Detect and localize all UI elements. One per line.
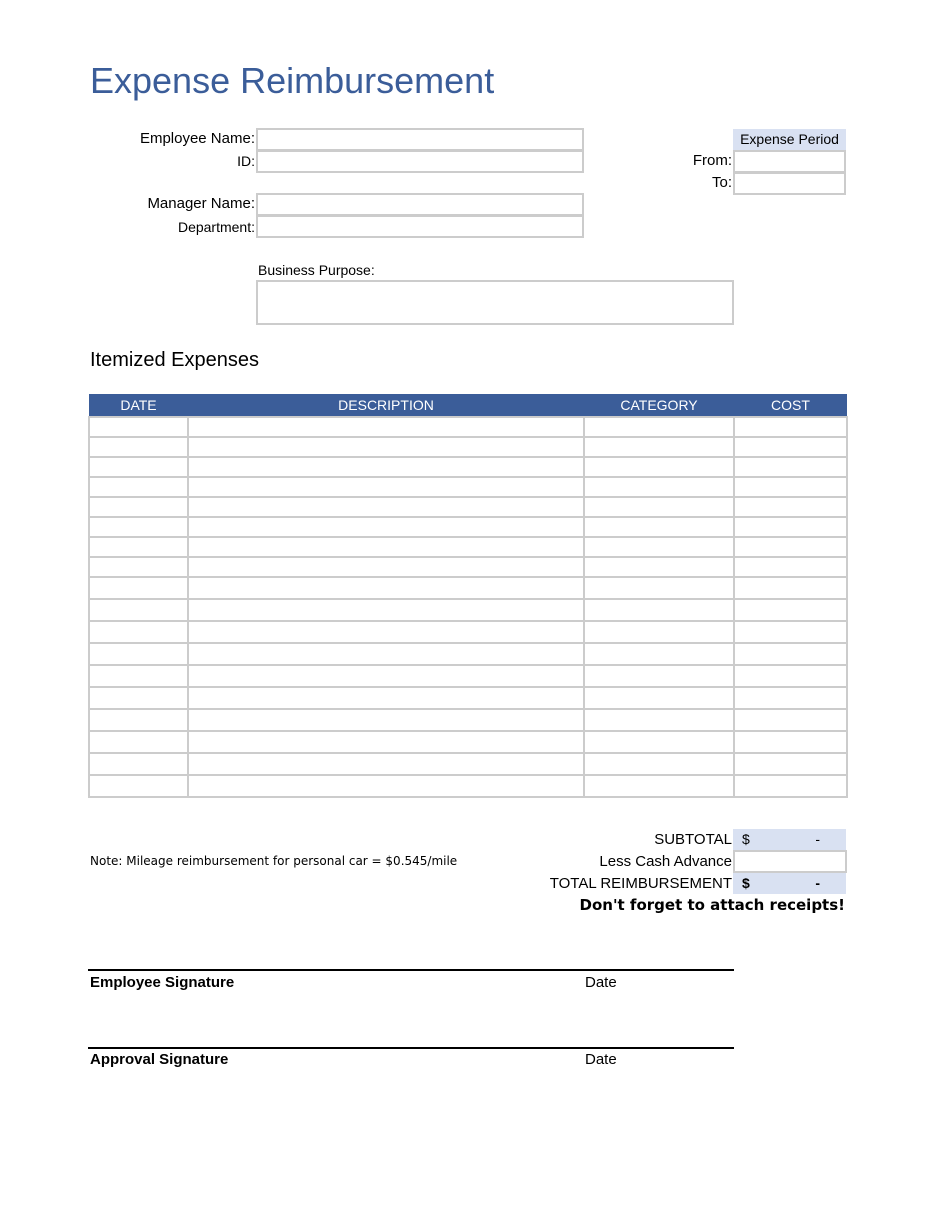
cost-cell[interactable] — [734, 417, 847, 437]
cost-cell[interactable] — [734, 687, 847, 709]
employee-name-label: Employee Name: — [139, 130, 255, 147]
description-cell[interactable] — [188, 517, 584, 537]
employee-name-field[interactable] — [256, 128, 584, 151]
date-cell[interactable] — [89, 417, 188, 437]
subtotal-currency: $ — [742, 831, 750, 847]
date-cell[interactable] — [89, 557, 188, 577]
description-cell[interactable] — [188, 477, 584, 497]
id-field[interactable] — [256, 150, 584, 173]
cost-cell[interactable] — [734, 599, 847, 621]
column-header-category: CATEGORY — [584, 394, 734, 417]
cash-advance-label: Less Cash Advance — [599, 853, 732, 870]
business-purpose-field[interactable] — [256, 280, 734, 325]
cost-cell[interactable] — [734, 665, 847, 687]
table-row — [89, 709, 847, 731]
cost-cell[interactable] — [734, 577, 847, 599]
approval-date-label: Date — [585, 1051, 617, 1068]
department-label: Department: — [177, 219, 255, 235]
column-header-description: DESCRIPTION — [188, 394, 584, 417]
date-cell[interactable] — [89, 477, 188, 497]
cost-cell[interactable] — [734, 457, 847, 477]
table-row — [89, 517, 847, 537]
category-cell[interactable] — [584, 665, 734, 687]
description-cell[interactable] — [188, 753, 584, 775]
date-cell[interactable] — [89, 497, 188, 517]
category-cell[interactable] — [584, 557, 734, 577]
description-cell[interactable] — [188, 437, 584, 457]
table-row — [89, 753, 847, 775]
category-cell[interactable] — [584, 621, 734, 643]
employee-signature-line[interactable] — [88, 969, 734, 971]
category-cell[interactable] — [584, 577, 734, 599]
expense-table-body — [89, 417, 847, 797]
description-cell[interactable] — [188, 621, 584, 643]
cost-cell[interactable] — [734, 731, 847, 753]
from-label: From: — [692, 152, 732, 169]
cost-cell[interactable] — [734, 537, 847, 557]
manager-name-field[interactable] — [256, 193, 584, 216]
subtotal-label: SUBTOTAL — [654, 831, 732, 848]
total-reimbursement-label: TOTAL REIMBURSEMENT — [549, 875, 732, 892]
date-cell[interactable] — [89, 709, 188, 731]
period-to-field[interactable] — [733, 172, 846, 195]
table-row — [89, 665, 847, 687]
table-row — [89, 621, 847, 643]
table-row — [89, 599, 847, 621]
approval-signature-label: Approval Signature — [90, 1051, 229, 1068]
itemized-expenses-heading: Itemized Expenses — [90, 349, 259, 371]
employee-date-label: Date — [585, 974, 617, 991]
table-row — [89, 775, 847, 797]
description-cell[interactable] — [188, 731, 584, 753]
description-cell[interactable] — [188, 709, 584, 731]
date-cell[interactable] — [89, 457, 188, 477]
date-cell[interactable] — [89, 731, 188, 753]
date-cell[interactable] — [89, 577, 188, 599]
subtotal-cell — [733, 829, 846, 850]
description-cell[interactable] — [188, 775, 584, 797]
cost-cell[interactable] — [734, 497, 847, 517]
date-cell[interactable] — [89, 537, 188, 557]
category-cell[interactable] — [584, 497, 734, 517]
cash-advance-field[interactable] — [733, 850, 847, 873]
cost-cell[interactable] — [734, 775, 847, 797]
cost-cell[interactable] — [734, 753, 847, 775]
category-cell[interactable] — [584, 775, 734, 797]
business-purpose-label: Business Purpose: — [258, 262, 375, 278]
description-cell[interactable] — [188, 665, 584, 687]
category-cell[interactable] — [584, 437, 734, 457]
page-title: Expense Reimbursement — [90, 60, 495, 101]
department-field[interactable] — [256, 215, 584, 238]
cost-cell[interactable] — [734, 709, 847, 731]
category-cell[interactable] — [584, 599, 734, 621]
total-reimbursement-cell — [733, 873, 846, 894]
category-cell[interactable] — [584, 643, 734, 665]
description-cell[interactable] — [188, 557, 584, 577]
category-cell[interactable] — [584, 731, 734, 753]
expense-table — [88, 394, 848, 798]
date-cell[interactable] — [89, 517, 188, 537]
table-header-row — [89, 394, 847, 417]
description-cell[interactable] — [188, 599, 584, 621]
total-value: - — [815, 875, 820, 891]
cost-cell[interactable] — [734, 557, 847, 577]
cost-cell[interactable] — [734, 621, 847, 643]
column-header-date: DATE — [89, 394, 188, 417]
description-cell[interactable] — [188, 577, 584, 599]
subtotal-value: - — [815, 831, 820, 847]
date-cell[interactable] — [89, 621, 188, 643]
mileage-note: Note: Mileage reimbursement for personal car = $0.545/mile — [90, 854, 458, 868]
table-row — [89, 537, 847, 557]
table-row — [89, 477, 847, 497]
date-cell[interactable] — [89, 665, 188, 687]
cost-cell[interactable] — [734, 477, 847, 497]
to-label: To: — [711, 174, 732, 191]
category-cell[interactable] — [584, 687, 734, 709]
category-cell[interactable] — [584, 417, 734, 437]
date-cell[interactable] — [89, 775, 188, 797]
total-currency: $ — [742, 875, 750, 891]
manager-name-label: Manager Name: — [147, 195, 255, 212]
id-label: ID: — [237, 153, 255, 169]
description-cell[interactable] — [188, 537, 584, 557]
cost-cell[interactable] — [734, 437, 847, 457]
date-cell[interactable] — [89, 599, 188, 621]
approval-signature-line[interactable] — [88, 1047, 734, 1049]
category-cell[interactable] — [584, 517, 734, 537]
cost-cell[interactable] — [734, 517, 847, 537]
date-cell[interactable] — [89, 753, 188, 775]
receipts-reminder: Don't forget to attach receipts! — [579, 896, 845, 914]
table-row — [89, 437, 847, 457]
period-from-field[interactable] — [733, 150, 846, 173]
employee-signature-label: Employee Signature — [90, 974, 235, 991]
table-row — [89, 557, 847, 577]
table-row — [89, 687, 847, 709]
date-cell[interactable] — [89, 687, 188, 709]
category-cell[interactable] — [584, 537, 734, 557]
date-cell[interactable] — [89, 643, 188, 665]
column-header-cost: COST — [734, 394, 847, 417]
cost-cell[interactable] — [734, 643, 847, 665]
table-row — [89, 731, 847, 753]
table-row — [89, 643, 847, 665]
table-row — [89, 497, 847, 517]
table-row — [89, 417, 847, 437]
description-cell[interactable] — [188, 497, 584, 517]
description-cell[interactable] — [188, 643, 584, 665]
expense-period-heading: Expense Period — [733, 129, 846, 150]
table-row — [89, 577, 847, 599]
description-cell[interactable] — [188, 457, 584, 477]
category-cell[interactable] — [584, 457, 734, 477]
description-cell[interactable] — [188, 417, 584, 437]
date-cell[interactable] — [89, 437, 188, 457]
table-row — [89, 457, 847, 477]
category-cell[interactable] — [584, 477, 734, 497]
category-cell[interactable] — [584, 753, 734, 775]
category-cell[interactable] — [584, 709, 734, 731]
description-cell[interactable] — [188, 687, 584, 709]
